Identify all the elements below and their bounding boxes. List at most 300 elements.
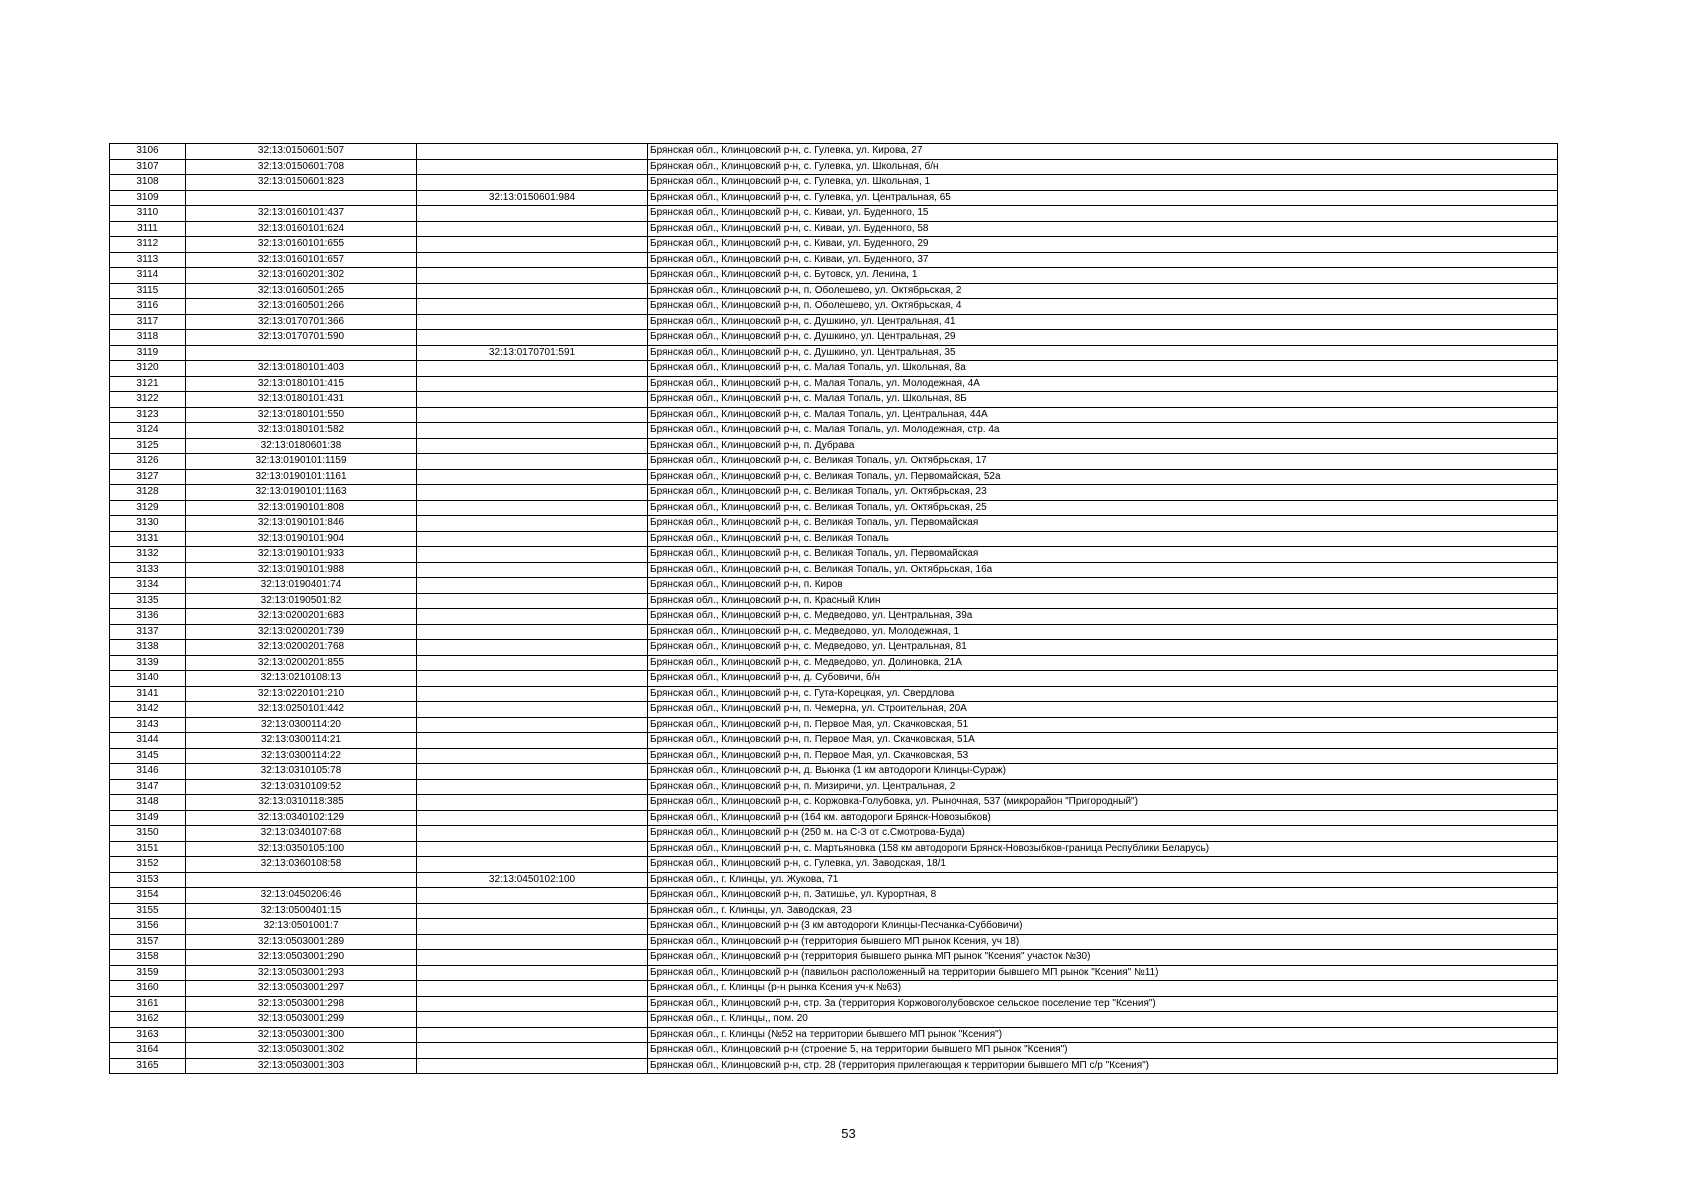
row-number-cell: 3118: [110, 330, 186, 346]
table-row: [110, 206, 1558, 222]
address-cell: Брянская обл., Клинцовский р-н, с. Бутовск, ул. Ленина, 1: [648, 268, 1558, 284]
row-number-cell: 3147: [110, 779, 186, 795]
cadastral-number-alt-cell: [417, 919, 648, 935]
address-cell: Брянская обл., Клинцовский р-н, с. Великая Топаль, ул. Первомайская, 52а: [648, 469, 1558, 485]
table-row: [110, 826, 1558, 842]
cadastral-number-alt-cell: [417, 376, 648, 392]
address-cell: Брянская обл., Клинцовский р-н, с. Киваи, ул. Буденного, 15: [648, 206, 1558, 222]
cadastral-number-alt-cell: [417, 221, 648, 237]
table-row: [110, 624, 1558, 640]
cadastral-number-cell: 32:13:0503001:289: [186, 934, 417, 950]
cadastral-number-alt-cell: [417, 469, 648, 485]
cadastral-number-cell: 32:13:0190101:988: [186, 562, 417, 578]
cadastral-number-cell: 32:13:0180101:431: [186, 392, 417, 408]
table-row: [110, 314, 1558, 330]
table-row: [110, 1012, 1558, 1028]
table-row: [110, 1043, 1558, 1059]
address-cell: Брянская обл., г. Клинцы (р-н рынка Ксения уч-к №63): [648, 981, 1558, 997]
cadastral-number-cell: 32:13:0150601:507: [186, 144, 417, 160]
address-cell: Брянская обл., Клинцовский р-н, с. Гулевка, ул. Кирова, 27: [648, 144, 1558, 160]
table-row: [110, 268, 1558, 284]
cadastral-number-alt-cell: [417, 748, 648, 764]
cadastral-number-cell: 32:13:0503001:297: [186, 981, 417, 997]
row-number-cell: 3159: [110, 965, 186, 981]
cadastral-number-cell: 32:13:0503001:303: [186, 1058, 417, 1074]
address-cell: Брянская обл., Клинцовский р-н, с. Гулевка, ул. Школьная, 1: [648, 175, 1558, 191]
cadastral-number-cell: 32:13:0180101:582: [186, 423, 417, 439]
row-number-cell: 3158: [110, 950, 186, 966]
cadastral-number-alt-cell: [417, 500, 648, 516]
cadastral-number-alt-cell: [417, 454, 648, 470]
cadastral-number-cell: 32:13:0200201:739: [186, 624, 417, 640]
table-row: [110, 996, 1558, 1012]
cadastral-number-alt-cell: [417, 950, 648, 966]
address-cell: Брянская обл., Клинцовский р-н, с. Великая Топаль, ул. Октябрьская, 23: [648, 485, 1558, 501]
address-cell: Брянская обл., Клинцовский р-н, п. Мизиричи, ул. Центральная, 2: [648, 779, 1558, 795]
cadastral-number-cell: 32:13:0160501:265: [186, 283, 417, 299]
cadastral-number-cell: 32:13:0501001:7: [186, 919, 417, 935]
row-number-cell: 3164: [110, 1043, 186, 1059]
cadastral-number-alt-cell: [417, 237, 648, 253]
cadastral-number-alt-cell: [417, 330, 648, 346]
cadastral-number-cell: 32:13:0503001:290: [186, 950, 417, 966]
address-cell: Брянская обл., Клинцовский р-н, с. Великая Топаль, ул. Первомайская: [648, 547, 1558, 563]
table-row: [110, 857, 1558, 873]
row-number-cell: 3142: [110, 702, 186, 718]
cadastral-number-cell: 32:13:0210108:13: [186, 671, 417, 687]
row-number-cell: 3117: [110, 314, 186, 330]
cadastral-number-cell: 32:13:0350105:100: [186, 841, 417, 857]
cadastral-number-alt-cell: [417, 562, 648, 578]
cadastral-number-cell: [186, 190, 417, 206]
address-cell: Брянская обл., Клинцовский р-н, с. Медведово, ул. Центральная, 81: [648, 640, 1558, 656]
cadastral-number-cell: 32:13:0160101:624: [186, 221, 417, 237]
cadastral-number-alt-cell: [417, 392, 648, 408]
cadastral-number-cell: 32:13:0300114:20: [186, 717, 417, 733]
table-row: [110, 578, 1558, 594]
cadastral-number-alt-cell: [417, 624, 648, 640]
cadastral-number-alt-cell: [417, 159, 648, 175]
row-number-cell: 3153: [110, 872, 186, 888]
address-cell: Брянская обл., Клинцовский р-н (строение 5, на территории бывшего МП рынок "Ксения"): [648, 1043, 1558, 1059]
address-cell: Брянская обл., Клинцовский р-н, с. Великая Топаль, ул. Октябрьская, 16а: [648, 562, 1558, 578]
row-number-cell: 3133: [110, 562, 186, 578]
row-number-cell: 3109: [110, 190, 186, 206]
table-row: [110, 531, 1558, 547]
cadastral-number-cell: 32:13:0160201:302: [186, 268, 417, 284]
cadastral-number-alt-cell: [417, 1043, 648, 1059]
address-cell: Брянская обл., Клинцовский р-н (павильон расположенный на территории бывшего МП рынок "Ксения" №11): [648, 965, 1558, 981]
cadastral-number-cell: 32:13:0190101:808: [186, 500, 417, 516]
address-cell: Брянская обл., Клинцовский р-н, с. Великая Топаль, ул. Первомайская: [648, 516, 1558, 532]
row-number-cell: 3125: [110, 438, 186, 454]
cadastral-number-cell: 32:13:0170701:590: [186, 330, 417, 346]
cadastral-number-alt-cell: [417, 826, 648, 842]
row-number-cell: 3124: [110, 423, 186, 439]
row-number-cell: 3111: [110, 221, 186, 237]
cadastral-number-cell: 32:13:0340102:129: [186, 810, 417, 826]
address-cell: Брянская обл., Клинцовский р-н, с. Великая Топаль, ул. Октябрьская, 17: [648, 454, 1558, 470]
cadastral-number-alt-cell: [417, 1012, 648, 1028]
table-row: [110, 454, 1558, 470]
row-number-cell: 3130: [110, 516, 186, 532]
address-cell: Брянская обл., Клинцовский р-н, п. Дубрава: [648, 438, 1558, 454]
row-number-cell: 3131: [110, 531, 186, 547]
table-row: [110, 981, 1558, 997]
cadastral-number-cell: 32:13:0190101:1159: [186, 454, 417, 470]
table-row: [110, 407, 1558, 423]
cadastral-number-cell: 32:13:0160101:437: [186, 206, 417, 222]
cadastral-number-cell: 32:13:0150601:823: [186, 175, 417, 191]
table-row: [110, 655, 1558, 671]
table-row: [110, 221, 1558, 237]
table-row: [110, 934, 1558, 950]
table-row: [110, 702, 1558, 718]
cadastral-number-alt-cell: [417, 903, 648, 919]
table-row: [110, 919, 1558, 935]
row-number-cell: 3110: [110, 206, 186, 222]
address-cell: Брянская обл., Клинцовский р-н, с. Гулевка, ул. Заводская, 18/1: [648, 857, 1558, 873]
table-row: [110, 469, 1558, 485]
cadastral-number-alt-cell: [417, 981, 648, 997]
address-cell: Брянская обл., Клинцовский р-н, с. Душкино, ул. Центральная, 29: [648, 330, 1558, 346]
cadastral-number-alt-cell: [417, 423, 648, 439]
cadastral-number-cell: 32:13:0310109:52: [186, 779, 417, 795]
row-number-cell: 3137: [110, 624, 186, 640]
cadastral-number-alt-cell: [417, 593, 648, 609]
table-row: [110, 299, 1558, 315]
row-number-cell: 3114: [110, 268, 186, 284]
address-cell: Брянская обл., Клинцовский р-н, с. Душкино, ул. Центральная, 35: [648, 345, 1558, 361]
address-cell: Брянская обл., г. Клинцы (№52 на территории бывшего МП рынок "Ксения"): [648, 1027, 1558, 1043]
row-number-cell: 3154: [110, 888, 186, 904]
table-row: [110, 252, 1558, 268]
cadastral-number-cell: 32:13:0190101:846: [186, 516, 417, 532]
cadastral-number-alt-cell: [417, 175, 648, 191]
address-cell: Брянская обл., Клинцовский р-н, п. Киров: [648, 578, 1558, 594]
cadastral-number-cell: 32:13:0180101:403: [186, 361, 417, 377]
table-row: [110, 562, 1558, 578]
table-row: [110, 423, 1558, 439]
cadastral-number-alt-cell: [417, 934, 648, 950]
address-cell: Брянская обл., Клинцовский р-н (3 км автодороги Клинцы-Песчанка-Суббовичи): [648, 919, 1558, 935]
row-number-cell: 3150: [110, 826, 186, 842]
cadastral-number-alt-cell: [417, 1027, 648, 1043]
address-cell: Брянская обл., Клинцовский р-н, с. Малая Топаль, ул. Школьная, 8а: [648, 361, 1558, 377]
row-number-cell: 3161: [110, 996, 186, 1012]
cadastral-number-cell: 32:13:0160101:657: [186, 252, 417, 268]
table-row: [110, 686, 1558, 702]
cadastral-number-alt-cell: [417, 283, 648, 299]
address-cell: Брянская обл., Клинцовский р-н, стр. 3а (территория Коржовоголубовское сельское поселение тер "Ксения"): [648, 996, 1558, 1012]
cadastral-number-alt-cell: [417, 206, 648, 222]
cadastral-number-alt-cell: [417, 361, 648, 377]
address-cell: Брянская обл., г. Клинцы,, пом. 20: [648, 1012, 1558, 1028]
table-row: [110, 888, 1558, 904]
table-row: [110, 1027, 1558, 1043]
table-row: [110, 392, 1558, 408]
cadastral-number-cell: 32:13:0250101:442: [186, 702, 417, 718]
address-cell: Брянская обл., Клинцовский р-н, п. Чемерна, ул. Строительная, 20А: [648, 702, 1558, 718]
cadastral-number-alt-cell: [417, 531, 648, 547]
cadastral-number-cell: 32:13:0190101:1161: [186, 469, 417, 485]
cadastral-number-cell: 32:13:0200201:855: [186, 655, 417, 671]
table-row: [110, 1058, 1558, 1074]
row-number-cell: 3121: [110, 376, 186, 392]
address-cell: Брянская обл., Клинцовский р-н, стр. 28 (территория прилегающая к территории бывшего МП с/р "Ксения"): [648, 1058, 1558, 1074]
address-cell: Брянская обл., Клинцовский р-н, с. Малая Топаль, ул. Молодежная, стр. 4а: [648, 423, 1558, 439]
cadastral-number-alt-cell: [417, 314, 648, 330]
cadastral-number-alt-cell: [417, 578, 648, 594]
address-cell: Брянская обл., Клинцовский р-н, с. Гулевка, ул. Центральная, 65: [648, 190, 1558, 206]
cadastral-number-alt-cell: [417, 252, 648, 268]
cadastral-number-cell: 32:13:0180601:38: [186, 438, 417, 454]
row-number-cell: 3135: [110, 593, 186, 609]
row-number-cell: 3163: [110, 1027, 186, 1043]
cadastral-number-cell: 32:13:0190101:904: [186, 531, 417, 547]
cadastral-number-cell: [186, 345, 417, 361]
row-number-cell: 3143: [110, 717, 186, 733]
address-cell: Брянская обл., Клинцовский р-н, с. Великая Топаль: [648, 531, 1558, 547]
table-row: [110, 950, 1558, 966]
cadastral-number-cell: 32:13:0190101:1163: [186, 485, 417, 501]
cadastral-number-cell: 32:13:0503001:302: [186, 1043, 417, 1059]
table-row: [110, 190, 1558, 206]
table-row: [110, 237, 1558, 253]
cadastral-number-alt-cell: [417, 857, 648, 873]
row-number-cell: 3162: [110, 1012, 186, 1028]
row-number-cell: 3145: [110, 748, 186, 764]
table-row: [110, 609, 1558, 625]
cadastral-number-alt-cell: [417, 299, 648, 315]
cadastral-number-cell: 32:13:0310118:385: [186, 795, 417, 811]
registry-table: [109, 143, 1558, 1074]
row-number-cell: 3115: [110, 283, 186, 299]
cadastral-number-alt-cell: [417, 717, 648, 733]
cadastral-number-cell: 32:13:0180101:415: [186, 376, 417, 392]
row-number-cell: 3116: [110, 299, 186, 315]
table-row: [110, 438, 1558, 454]
table-row: [110, 841, 1558, 857]
row-number-cell: 3144: [110, 733, 186, 749]
address-cell: Брянская обл., Клинцовский р-н, с. Мартьяновка (158 км автодороги Брянск-Новозыбков-граница Республики Беларусь): [648, 841, 1558, 857]
table-row: [110, 361, 1558, 377]
row-number-cell: 3106: [110, 144, 186, 160]
table-row: [110, 330, 1558, 346]
cadastral-number-cell: 32:13:0220101:210: [186, 686, 417, 702]
cadastral-number-alt-cell: [417, 407, 648, 423]
row-number-cell: 3128: [110, 485, 186, 501]
row-number-cell: 3152: [110, 857, 186, 873]
cadastral-number-alt-cell: [417, 1058, 648, 1074]
table-row: [110, 717, 1558, 733]
table-row: [110, 376, 1558, 392]
row-number-cell: 3120: [110, 361, 186, 377]
address-cell: Брянская обл., Клинцовский р-н, с. Медведово, ул. Молодежная, 1: [648, 624, 1558, 640]
address-cell: Брянская обл., Клинцовский р-н, с. Малая Топаль, ул. Школьная, 8Б: [648, 392, 1558, 408]
cadastral-number-alt-cell: [417, 733, 648, 749]
table-row: [110, 748, 1558, 764]
cadastral-number-cell: 32:13:0160101:655: [186, 237, 417, 253]
address-cell: Брянская обл., Клинцовский р-н, с. Малая Топаль, ул. Молодежная, 4А: [648, 376, 1558, 392]
address-cell: Брянская обл., Клинцовский р-н, с. Киваи, ул. Буденного, 29: [648, 237, 1558, 253]
address-cell: Брянская обл., Клинцовский р-н, с. Медведово, ул. Долиновка, 21А: [648, 655, 1558, 671]
cadastral-number-cell: 32:13:0200201:768: [186, 640, 417, 656]
address-cell: Брянская обл., Клинцовский р-н, п. Оболешево, ул. Октябрьская, 2: [648, 283, 1558, 299]
table-row: [110, 516, 1558, 532]
cadastral-number-alt-cell: [417, 547, 648, 563]
row-number-cell: 3146: [110, 764, 186, 780]
row-number-cell: 3148: [110, 795, 186, 811]
address-cell: Брянская обл., Клинцовский р-н (164 км. автодороги Брянск-Новозыбков): [648, 810, 1558, 826]
row-number-cell: 3122: [110, 392, 186, 408]
cadastral-number-cell: 32:13:0310105:78: [186, 764, 417, 780]
cadastral-number-cell: 32:13:0503001:300: [186, 1027, 417, 1043]
table-row: [110, 283, 1558, 299]
cadastral-number-cell: 32:13:0150601:708: [186, 159, 417, 175]
cadastral-number-alt-cell: [417, 485, 648, 501]
cadastral-number-alt-cell: 32:13:0150601:984: [417, 190, 648, 206]
cadastral-number-cell: 32:13:0503001:293: [186, 965, 417, 981]
row-number-cell: 3160: [110, 981, 186, 997]
table-row: [110, 640, 1558, 656]
cadastral-number-alt-cell: [417, 655, 648, 671]
cadastral-number-alt-cell: [417, 144, 648, 160]
row-number-cell: 3149: [110, 810, 186, 826]
address-cell: Брянская обл., Клинцовский р-н, с. Гута-Корецкая, ул. Свердлова: [648, 686, 1558, 702]
address-cell: Брянская обл., Клинцовский р-н, д. Субовичи, б/н: [648, 671, 1558, 687]
table-row: [110, 547, 1558, 563]
table-row: [110, 159, 1558, 175]
address-cell: Брянская обл., Клинцовский р-н (территория бывшего МП рынок Ксения, уч 18): [648, 934, 1558, 950]
address-cell: Брянская обл., Клинцовский р-н, д. Вьюнка (1 км автодороги Клинцы-Сураж): [648, 764, 1558, 780]
address-cell: Брянская обл., Клинцовский р-н, п. Оболешево, ул. Октябрьская, 4: [648, 299, 1558, 315]
row-number-cell: 3108: [110, 175, 186, 191]
registry-table-body: [110, 144, 1558, 1074]
cadastral-number-alt-cell: [417, 516, 648, 532]
table-row: [110, 671, 1558, 687]
row-number-cell: 3113: [110, 252, 186, 268]
row-number-cell: 3134: [110, 578, 186, 594]
address-cell: Брянская обл., Клинцовский р-н (250 м. на С-З от с.Смотрова-Буда): [648, 826, 1558, 842]
address-cell: Брянская обл., Клинцовский р-н, с. Киваи, ул. Буденного, 58: [648, 221, 1558, 237]
address-cell: Брянская обл., Клинцовский р-н (территория бывшего рынка МП рынок "Ксения" участок №30): [648, 950, 1558, 966]
row-number-cell: 3140: [110, 671, 186, 687]
row-number-cell: 3139: [110, 655, 186, 671]
address-cell: Брянская обл., Клинцовский р-н, с. Гулевка, ул. Школьная, б/н: [648, 159, 1558, 175]
row-number-cell: 3141: [110, 686, 186, 702]
row-number-cell: 3123: [110, 407, 186, 423]
cadastral-number-alt-cell: [417, 640, 648, 656]
cadastral-number-cell: 32:13:0503001:299: [186, 1012, 417, 1028]
row-number-cell: 3136: [110, 609, 186, 625]
cadastral-number-cell: 32:13:0200201:683: [186, 609, 417, 625]
cadastral-number-cell: 32:13:0300114:21: [186, 733, 417, 749]
cadastral-number-alt-cell: [417, 268, 648, 284]
cadastral-number-alt-cell: [417, 686, 648, 702]
row-number-cell: 3126: [110, 454, 186, 470]
cadastral-number-alt-cell: [417, 671, 648, 687]
cadastral-number-cell: 32:13:0340107:68: [186, 826, 417, 842]
cadastral-number-alt-cell: [417, 996, 648, 1012]
table-row: [110, 345, 1558, 361]
address-cell: Брянская обл., г. Клинцы, ул. Жукова, 71: [648, 872, 1558, 888]
cadastral-number-alt-cell: 32:13:0450102:100: [417, 872, 648, 888]
cadastral-number-alt-cell: 32:13:0170701:591: [417, 345, 648, 361]
cadastral-number-cell: 32:13:0180101:550: [186, 407, 417, 423]
address-cell: Брянская обл., Клинцовский р-н, п. Первое Мая, ул. Скачковская, 51: [648, 717, 1558, 733]
cadastral-number-cell: 32:13:0170701:366: [186, 314, 417, 330]
address-cell: Брянская обл., Клинцовский р-н, п. Красный Клин: [648, 593, 1558, 609]
cadastral-number-alt-cell: [417, 795, 648, 811]
cadastral-number-cell: 32:13:0190401:74: [186, 578, 417, 594]
cadastral-number-alt-cell: [417, 609, 648, 625]
address-cell: Брянская обл., Клинцовский р-н, п. Первое Мая, ул. Скачковская, 51А: [648, 733, 1558, 749]
address-cell: Брянская обл., Клинцовский р-н, с. Великая Топаль, ул. Октябрьская, 25: [648, 500, 1558, 516]
cadastral-number-alt-cell: [417, 438, 648, 454]
cadastral-number-alt-cell: [417, 965, 648, 981]
address-cell: Брянская обл., Клинцовский р-н, с. Коржовка-Голубовка, ул. Рыночная, 537 (микрорайон "Пригородный"): [648, 795, 1558, 811]
row-number-cell: 3127: [110, 469, 186, 485]
row-number-cell: 3156: [110, 919, 186, 935]
table-row: [110, 779, 1558, 795]
table-row: [110, 764, 1558, 780]
address-cell: Брянская обл., Клинцовский р-н, п. Затишье, ул. Курортная, 8: [648, 888, 1558, 904]
table-row: [110, 593, 1558, 609]
cadastral-number-cell: 32:13:0160501:266: [186, 299, 417, 315]
cadastral-number-cell: 32:13:0300114:22: [186, 748, 417, 764]
cadastral-number-alt-cell: [417, 810, 648, 826]
cadastral-number-cell: 32:13:0190101:933: [186, 547, 417, 563]
row-number-cell: 3157: [110, 934, 186, 950]
cadastral-number-cell: 32:13:0450206:46: [186, 888, 417, 904]
table-row: [110, 965, 1558, 981]
page-number: 53: [841, 1126, 856, 1141]
address-cell: Брянская обл., г. Клинцы, ул. Заводская, 23: [648, 903, 1558, 919]
address-cell: Брянская обл., Клинцовский р-н, п. Первое Мая, ул. Скачковская, 53: [648, 748, 1558, 764]
row-number-cell: 3119: [110, 345, 186, 361]
row-number-cell: 3165: [110, 1058, 186, 1074]
cadastral-number-cell: 32:13:0360108:58: [186, 857, 417, 873]
row-number-cell: 3138: [110, 640, 186, 656]
cadastral-number-alt-cell: [417, 841, 648, 857]
cadastral-number-alt-cell: [417, 888, 648, 904]
row-number-cell: 3132: [110, 547, 186, 563]
cadastral-number-alt-cell: [417, 702, 648, 718]
row-number-cell: 3151: [110, 841, 186, 857]
table-row: [110, 175, 1558, 191]
table-row: [110, 810, 1558, 826]
cadastral-number-cell: 32:13:0190501:82: [186, 593, 417, 609]
table-row: [110, 872, 1558, 888]
address-cell: Брянская обл., Клинцовский р-н, с. Душкино, ул. Центральная, 41: [648, 314, 1558, 330]
cadastral-number-alt-cell: [417, 764, 648, 780]
address-cell: Брянская обл., Клинцовский р-н, с. Киваи, ул. Буденного, 37: [648, 252, 1558, 268]
table-row: [110, 795, 1558, 811]
row-number-cell: 3155: [110, 903, 186, 919]
table-row: [110, 903, 1558, 919]
row-number-cell: 3107: [110, 159, 186, 175]
table-row: [110, 733, 1558, 749]
cadastral-number-alt-cell: [417, 779, 648, 795]
address-cell: Брянская обл., Клинцовский р-н, с. Малая Топаль, ул. Центральная, 44А: [648, 407, 1558, 423]
row-number-cell: 3129: [110, 500, 186, 516]
table-row: [110, 485, 1558, 501]
table-row: [110, 500, 1558, 516]
cadastral-number-cell: 32:13:0503001:298: [186, 996, 417, 1012]
cadastral-number-cell: 32:13:0500401:15: [186, 903, 417, 919]
cadastral-number-cell: [186, 872, 417, 888]
